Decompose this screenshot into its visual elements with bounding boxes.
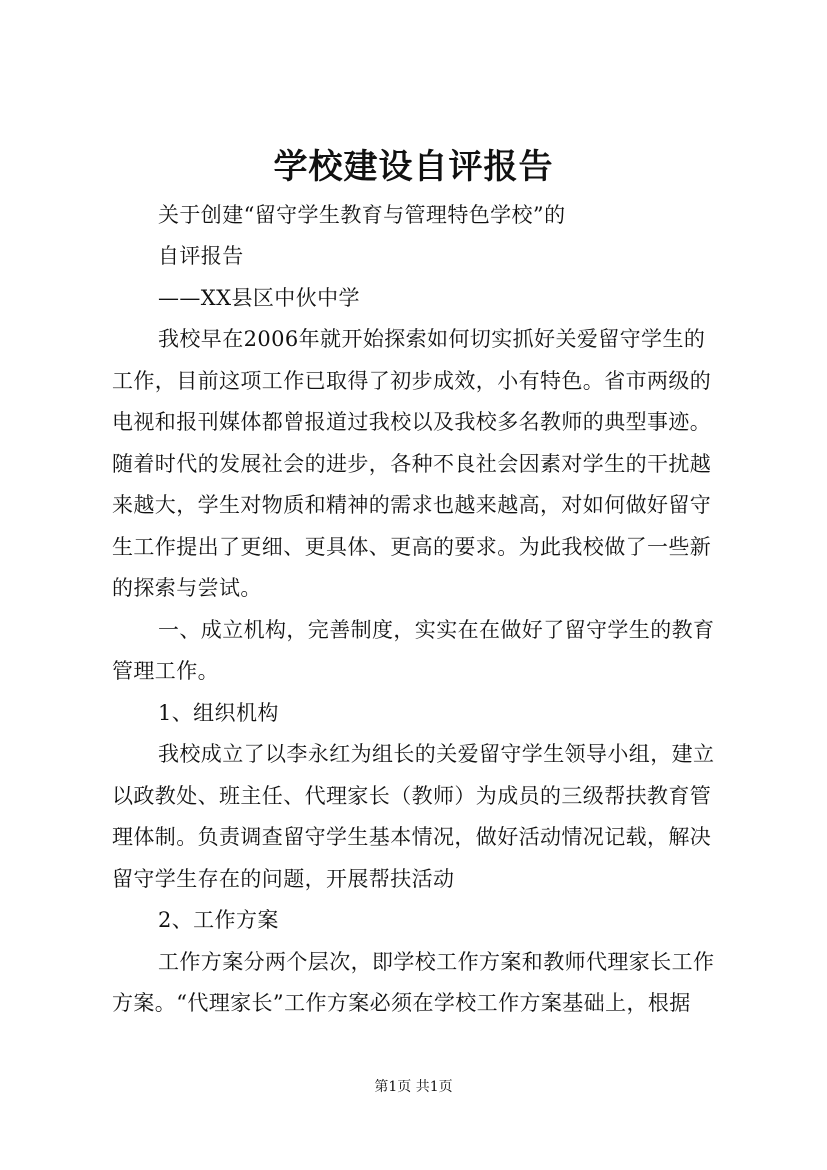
paragraph-line: 电视和报刊媒体都曾报道过我校以及我校多名教师的典型事迹。: [112, 410, 712, 434]
paragraph-line: 随着时代的发展社会的进步，各种不良社会因素对学生的干扰越: [112, 452, 712, 476]
paragraph-line: 工作方案分两个层次，即学校工作方案和教师代理家长工作: [158, 950, 715, 974]
paragraph-line: 我校成立了以李永红为组长的关爱留守学生领导小组，建立: [158, 742, 715, 766]
paragraph-line: 理体制。负责调查留守学生基本情况，做好活动情况记载，解决: [112, 825, 712, 849]
document-title: 学校建设自评报告: [273, 147, 554, 187]
paragraph-line: ——XX县区中伙中学: [158, 286, 360, 310]
paragraph-line: 生工作提出了更细、更具体、更高的要求。为此我校做了一些新: [112, 535, 712, 559]
paragraph-line: 管理工作。: [112, 659, 219, 683]
paragraph-line: 我校早在2006年就开始探索如何切实抓好关爱留守学生的: [158, 327, 706, 351]
paragraph-line: 留守学生存在的问题，开展帮扶活动: [112, 867, 455, 891]
section-heading: 1、组织机构: [158, 701, 279, 725]
page-footer: 第1页 共1页: [374, 1079, 453, 1095]
paragraph-line: 关于创建“留守学生教育与管理特色学校”的: [158, 203, 566, 227]
section-heading: 2、工作方案: [158, 908, 279, 932]
paragraph-line: 的探索与尝试。: [112, 576, 262, 600]
paragraph-line: 一、成立机构，完善制度，实实在在做好了留守学生的教育: [158, 618, 715, 642]
paragraph-line: 自评报告: [158, 244, 244, 268]
paragraph-line: 以政教处、班主任、代理家长（教师）为成员的三级帮扶教育管: [112, 784, 712, 808]
paragraph-line: 工作，目前这项工作已取得了初步成效，小有特色。省市两级的: [112, 369, 712, 393]
paragraph-line: 来越大，学生对物质和精神的需求也越来越高，对如何做好留守: [112, 493, 712, 517]
paragraph-line: 方案。“代理家长”工作方案必须在学校工作方案基础上，根据: [112, 991, 691, 1015]
